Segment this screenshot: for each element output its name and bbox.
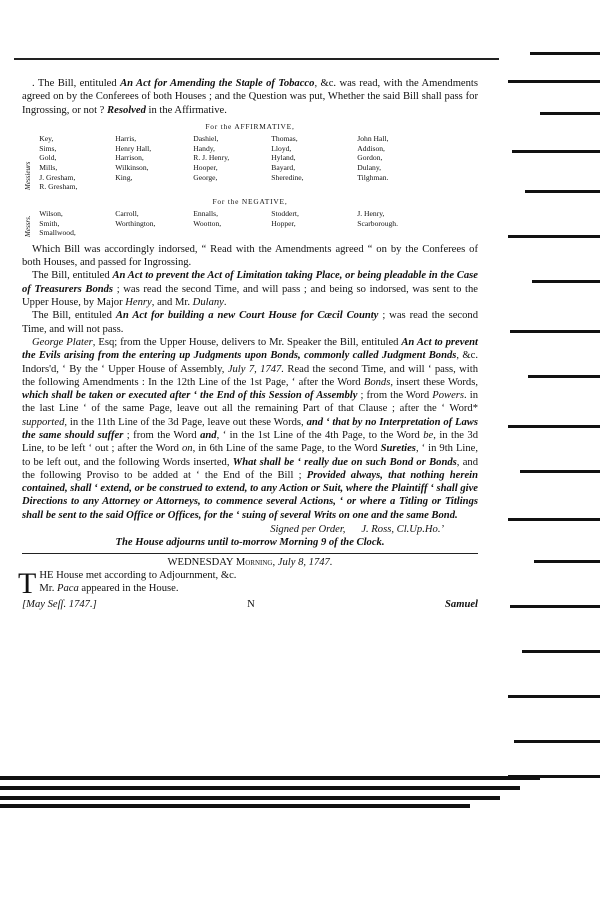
day-name: WEDNESDAY Morning, [167, 556, 276, 568]
member-name: George, [193, 172, 218, 182]
member-name [115, 182, 193, 192]
paragraph-tobacco-bill [22, 77, 478, 117]
member-name [115, 228, 193, 238]
member-name: R. Gresham, [39, 182, 78, 192]
vote-row [39, 153, 443, 163]
member-name [271, 182, 357, 192]
text-run: HE House met according to Adjournment, &c. [39, 569, 237, 581]
member-name: Wootton, [193, 218, 222, 228]
member-name: Bayard, [271, 162, 296, 172]
vote-row [39, 163, 443, 173]
text-run: , Esq; from the Upper House, delivers to Mr. Speaker the Bill, entituled [92, 336, 402, 348]
quoted-word: Powers [432, 390, 465, 402]
member-name: John Hall, [357, 134, 389, 144]
signature-line [22, 523, 478, 536]
text-run: , and Mr. [151, 297, 193, 309]
top-rule [14, 58, 499, 60]
member-name: Smallwood, [39, 228, 76, 238]
quoted-word: Sureties [380, 443, 416, 455]
quoted-word: Bonds [363, 376, 391, 388]
text-run: The Bill, entituled [32, 310, 116, 322]
person-name: George Plater [32, 336, 93, 348]
member-name: Mills, [39, 162, 58, 172]
quoted-word: and [200, 429, 217, 441]
member-name: Henry Hall, [115, 143, 152, 153]
bill-title: An Act to prevent the Act of Limitation taking Place, or being pleadable in the Case of Treasurers Bonds [22, 270, 478, 295]
text-run: . in the last Line ‘ of the same Page, leave out all the remaining Part of that Clause ; after the ‘ Word* [22, 390, 478, 415]
vote-row [39, 228, 443, 238]
vote-row [39, 134, 443, 144]
member-name [193, 182, 271, 192]
paragraph-house-met [18, 566, 478, 600]
text-line [22, 582, 478, 595]
text-run: ; was read the second Time, and will pass ; and being so indorsed, was sent to the Upper House, by Major [22, 283, 478, 309]
member-name: Hyland, [271, 153, 296, 163]
text-run: , ‘ in the 1st Line of the 4th Page, to the Word [216, 429, 424, 441]
member-name: Ennalls, [193, 209, 218, 219]
text-run: , and the following Proviso to be added at ‘ the End of the Bill ; [22, 456, 478, 481]
affirmative-side-label: Messieurs [24, 161, 32, 191]
member-name: Key, [39, 134, 54, 144]
page-body [18, 77, 479, 611]
session-marker: [May Seſſ. 1747.] [22, 598, 97, 610]
person-name: Henry [125, 297, 152, 309]
paragraph-limitation-bill [22, 269, 478, 309]
member-name: Harrison, [115, 153, 144, 163]
drop-cap: T [18, 566, 37, 600]
bill-title: An Act for building a new Court House for Cæcil County [115, 310, 379, 322]
member-name: Gordon, [357, 153, 383, 163]
affirmative-vote-table [39, 134, 443, 192]
negative-block [22, 209, 478, 238]
member-name: Worthington, [115, 218, 156, 228]
text-run: ; from the Word [357, 390, 433, 402]
text-run: , insert these Words, [390, 376, 478, 388]
member-name: Sims, [39, 143, 57, 153]
catchword: Samuel [445, 598, 478, 610]
negative-vote-table [39, 209, 443, 238]
negative-heading: For the NEGATIVE, [212, 196, 288, 206]
text-run: , in the 3d Line, to be left ‘ out ; after the Word [22, 429, 478, 455]
text-run: Mr. [39, 583, 57, 595]
text-run: , ‘ in 9th Line, to be left out, and the following Words inserted, [22, 443, 479, 468]
member-name: Scarborough. [357, 218, 398, 228]
text-run: appeared in the House. [78, 583, 179, 595]
member-name: J. Gresham, [39, 172, 76, 182]
text-run: ; from the Word [123, 429, 201, 441]
quoted-words: which shall be taken or executed after ‘ the End of this Session of Assembly [22, 390, 358, 402]
member-name: Carroll, [115, 209, 139, 219]
person-name: Dulany [192, 297, 224, 309]
signed-per-order: Signed per Order, [270, 524, 346, 536]
member-name: Stoddert, [271, 209, 299, 219]
quoted-word: be [423, 429, 434, 441]
text-run: Read the second Time, and will ‘ pass, with the following Amendments : In the 12th Line of the 1st Page, ‘ after the Word [22, 363, 478, 388]
page-footer [22, 598, 478, 611]
adjournment-line: The House adjourns until to-morrow Morning 9 of the Clock. [115, 537, 385, 549]
paragraph-court-house-bill [22, 309, 478, 336]
member-name: R. J. Henry, [193, 153, 230, 163]
member-name: Lloyd, [271, 143, 292, 153]
member-name: Addison, [357, 143, 385, 153]
member-name [357, 182, 443, 192]
text-run: in the Affirmative. [145, 104, 227, 116]
day-heading [22, 556, 478, 569]
vote-row [39, 219, 443, 229]
member-name: Tilghman. [357, 172, 389, 182]
proviso-text: Provided always, that nothing herein contained, shall ‘ extend, or be construed to extend, to any Action or Suit, where the Plaintiff ‘ shall give Directions to any Attorney or Attorneys, to commence several Actions, ‘ or where a Titling or Titlings shall be sent to the said Office or Offices, for the ‘ suing of several Writs on one and the same Bond. [22, 469, 478, 521]
page-edge-shadow [508, 40, 600, 800]
text-run: , &c. was read, with the Amendments agreed on by the Conferees of both Houses ; and the Question was put, Whether the said Bill shall pass for Ingrossing, or not ? [22, 78, 478, 116]
member-name: Hooper, [193, 162, 218, 172]
quoted-word: supported [22, 416, 65, 428]
text-run: , in the 11th Line of the 3d Page, leave out these Words, [64, 416, 307, 428]
resolved-word: Resolved [107, 104, 146, 116]
quoted-word: on [181, 443, 193, 455]
member-name [271, 228, 357, 238]
day-date: July 8, 1747. [277, 556, 333, 568]
member-name: Wilkinson, [115, 162, 149, 172]
vote-row [39, 182, 443, 192]
text-run: The Bill, entituled [32, 270, 113, 282]
vote-row [39, 209, 443, 219]
text-run: , &c. Indors'd, ‘ By the ‘ Upper House of Assembly, [22, 350, 478, 375]
quoted-words: and ‘ that by no Interpretation of Laws the same should suffer [22, 416, 478, 441]
member-name: Gold, [39, 153, 57, 163]
vote-row [39, 173, 443, 183]
section-rule [22, 553, 478, 554]
member-name: Wilson, [39, 209, 63, 219]
member-name: J. Henry, [357, 209, 385, 219]
member-name: Sheredine, [271, 172, 304, 182]
member-name: Dulany, [357, 162, 382, 172]
date: July 7, 1747. [227, 363, 284, 375]
text-run: ; was read the second Time, and will not pass. [22, 310, 479, 335]
vote-row [39, 144, 443, 154]
member-name [357, 228, 443, 238]
member-name: Thomas, [271, 134, 298, 144]
member-name: Hopper, [271, 218, 296, 228]
bill-title: An Act for Amending the Staple of Tobacco [120, 78, 315, 89]
affirmative-block [22, 134, 478, 192]
member-name: Dashiel, [193, 134, 219, 144]
paragraph-indorsed: Which Bill was accordingly indorsed, “ Read with the Amendments agreed “ on by the Conferees of both Houses, and passed for Ingrossing. [22, 243, 478, 269]
page-bottom-shadow [0, 770, 540, 810]
member-name: Handy, [193, 143, 215, 153]
clerk-signature: J. Ross, Cl.Up.Ho.’ [361, 524, 444, 536]
quoted-words: What shall be ‘ really due on such Bond or Bonds [232, 456, 457, 468]
affirmative-heading: For the AFFIRMATIVE, [205, 121, 295, 131]
negative-side-label: Messrs. [24, 215, 32, 238]
bill-title: An Act to prevent the Evils arising from the entering up Judgments upon Bonds, commonly called Judgment Bonds [22, 336, 478, 362]
text-run: . The Bill, entituled [32, 78, 121, 89]
paragraph-judgment-bonds [22, 336, 478, 522]
member-name: Harris, [115, 134, 137, 144]
signature-mark: N [247, 598, 255, 610]
text-run: . [223, 297, 227, 309]
text-run: , in 6th Line of the same Page, to the Word [192, 443, 381, 455]
person-name: Paca [57, 583, 79, 595]
member-name: Smith, [39, 218, 60, 228]
member-name: King, [115, 172, 133, 182]
member-name [193, 228, 271, 238]
